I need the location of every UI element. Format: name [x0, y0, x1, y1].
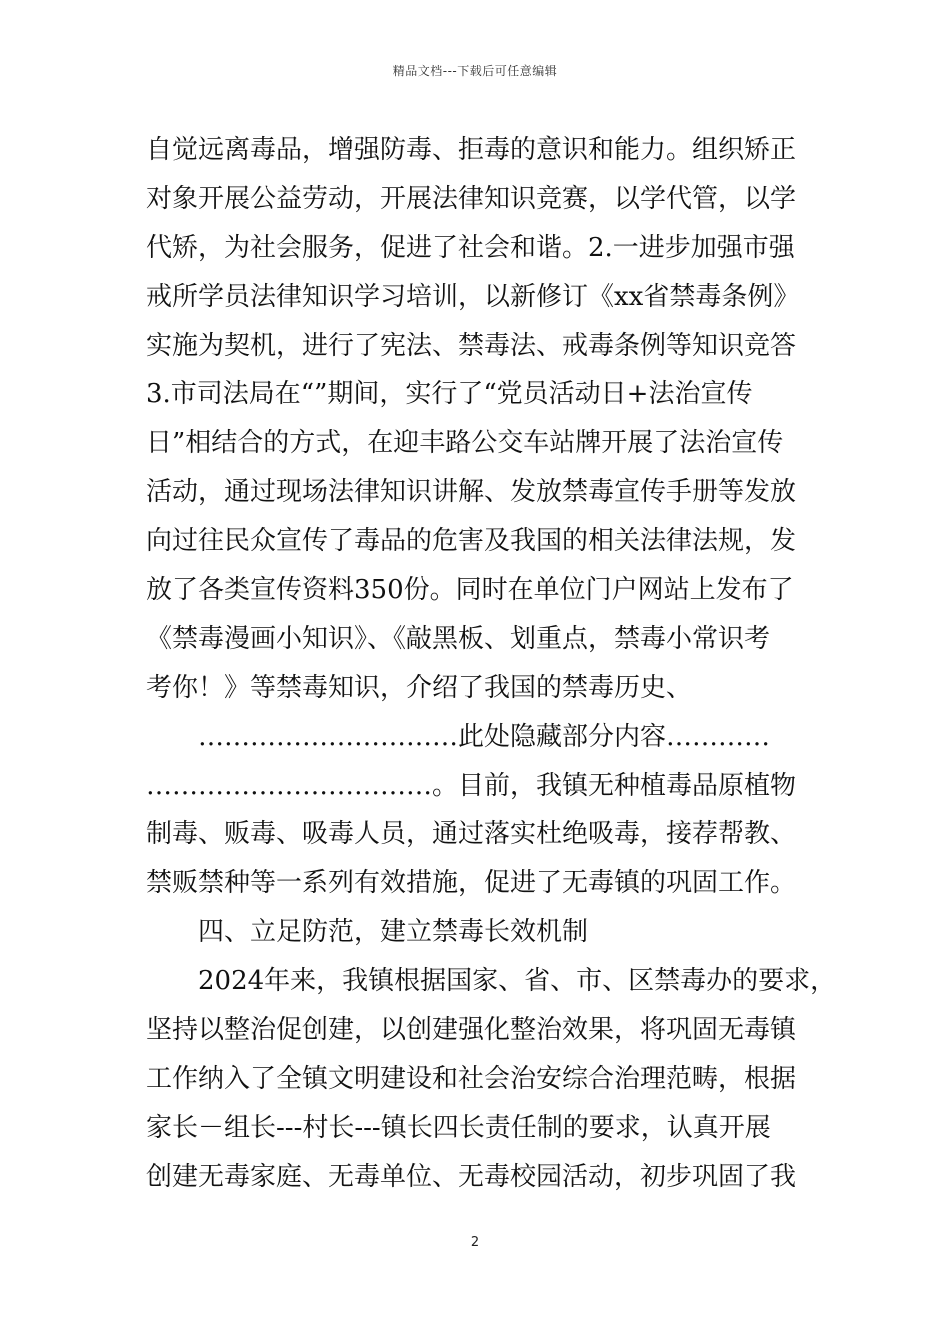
text-line: 工作纳入了全镇文明建设和社会治安综合治理范畴，根据 — [146, 1063, 797, 1094]
text-line: 实施为契机，进行了宪法、禁毒法、戒毒条例等知识竞答 — [146, 330, 797, 361]
text-line: 制毒、贩毒、吸毒人员，通过落实杜绝吸毒，接荐帮教、 — [146, 819, 797, 850]
text-line: 对象开展公益劳动，开展法律知识竞赛，以学代管，以学 — [146, 183, 797, 214]
text-line: 考你！》等禁毒知识，介绍了我国的禁毒历史、 — [146, 672, 693, 703]
text-line: 坚持以整治促创建，以创建强化整治效果，将巩固无毒镇 — [146, 1015, 797, 1046]
text-line: 戒所学员法律知识学习培训，以新修订《xx省禁毒条例》 — [146, 281, 800, 312]
text-line: ……………………………。目前，我镇无种植毒品原植物 — [146, 770, 797, 801]
body-text — [146, 126, 837, 1202]
page-header: 精品文档---下载后可任意编辑 — [392, 64, 558, 78]
text-line: 放了各类宣传资料350份。同时在单位门户网站上发布了 — [146, 575, 794, 606]
text-line: 活动，通过现场法律知识讲解、发放禁毒宣传手册等发放 — [146, 477, 797, 508]
text-line: 日”相结合的方式，在迎丰路公交车站牌开展了法治宣传 — [146, 428, 784, 459]
text-line: 向过往民众宣传了毒品的危害及我国的相关法律法规，发 — [146, 526, 797, 557]
text-line: 创建无毒家庭、无毒单位、无毒校园活动，初步巩固了我 — [146, 1161, 797, 1192]
text-line: 3.市司法局在“”期间，实行了“党员活动日+法治宣传 — [146, 379, 753, 410]
text-line: 代矫，为社会服务，促进了社会和谐。2.一进步加强市强 — [146, 232, 795, 263]
page-number: 2 — [470, 1235, 480, 1250]
text-line: 2024年来，我镇根据国家、省、市、区禁毒办的要求， — [198, 966, 837, 997]
text-line: 自觉远离毒品，增强防毒、拒毒的意识和能力。组织矫正 — [146, 135, 797, 165]
text-line: 《禁毒漫画小知识》、《敲黑板、划重点，禁毒小常识考 — [146, 623, 771, 654]
hidden-content-notice: …………………………此处隐藏部分内容………… — [198, 721, 771, 752]
text-line: 禁贩禁种等一系列有效措施，促进了无毒镇的巩固工作。 — [146, 868, 797, 899]
section-heading: 四、立足防范，建立禁毒长效机制 — [198, 917, 589, 948]
text-line: 家长－组长---村长---镇长四长责任制的要求，认真开展 — [146, 1112, 771, 1143]
